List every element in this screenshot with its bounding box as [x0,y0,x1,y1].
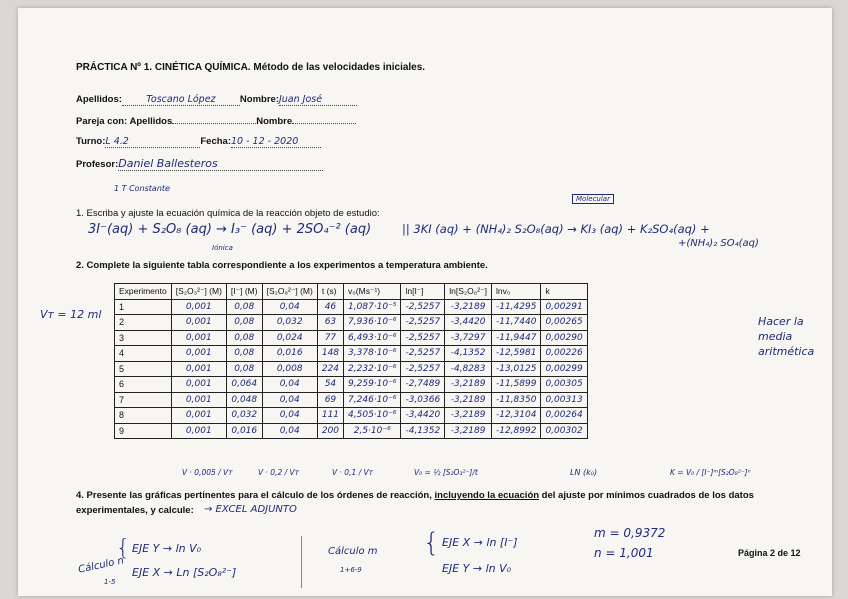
cell-ln-iodide: -2,5257 [401,346,445,362]
table-row [115,408,588,424]
cell-s2o8: 0,04 [262,423,317,439]
profesor-label: Profesor: [76,159,119,170]
cell-ln-iodide: -2,5257 [401,299,445,315]
cell-time: 148 [317,346,343,362]
table-row [115,315,588,331]
eje-y-m: EJE Y → ln V₀ [442,562,512,575]
nombre-label: Nombre: [239,94,279,105]
pareja-label: Pareja con: Apellidos [76,116,173,127]
cell-k: 0,00291 [541,299,587,315]
brace-m-icon: { [423,528,440,558]
cell-k: 0,00290 [541,330,587,346]
calc-m-sub: 1+6-9 [340,566,362,574]
formula-lnv0: LN (k₀) [570,468,598,477]
pareja-nombre-line [292,123,356,124]
calc-divider [301,536,302,588]
turno-row [76,136,321,148]
page-number: Página 2 de 12 [738,548,801,558]
table-row [115,361,588,377]
side-note: Hacer la media aritmética [758,315,815,358]
cell-k: 0,00305 [541,377,587,393]
apellidos-label: Apellidos: [76,94,122,105]
molecular-equation: || 3KI (aq) + (NH₄)₂ S₂O₈(aq) → KI₃ (aq) + K₂SO₄(aq) + [402,222,710,236]
question-2: 2. Complete la siguiente tabla correspondiente a los experimentos a temperatura ambiente. [76,260,488,271]
cell-iodide: 0,08 [226,315,262,331]
cell-k: 0,00302 [541,423,587,439]
formula-s2o3: V · 0,005 / Vт [182,468,233,477]
vt-note: Vт = 12 ml [40,308,102,321]
cell-exp: 2 [115,315,172,331]
calc-n-label: Cálculo n [77,555,125,576]
cell-ln-v0: -11,8350 [491,392,540,408]
cell-v0: 6,493·10⁻⁶ [344,330,401,346]
cell-v0: 7,936·10⁻⁶ [344,315,401,331]
cell-s2o8: 0,04 [262,377,317,393]
cell-ln-s2o8: -4,8283 [445,361,492,377]
cell-v0: 4,505·10⁻⁶ [344,408,401,424]
cell-s2o3: 0,001 [171,315,226,331]
cell-exp: 8 [115,408,172,424]
cell-ln-iodide: -4,1352 [401,423,445,439]
cell-time: 54 [317,377,343,393]
cell-ln-s2o8: -3,7297 [445,330,492,346]
formula-iodide: V · 0,2 / Vт [258,468,300,477]
cell-exp: 6 [115,377,172,393]
cell-exp: 1 [115,299,172,315]
cell-exp: 5 [115,361,172,377]
n-value: n = 1,001 [594,546,654,560]
eje-x-m: EJE X → ln [I⁻] [442,536,518,549]
cell-ln-iodide: -2,5257 [401,330,445,346]
experiments-table [114,283,588,439]
apellidos-row [76,94,357,106]
header-s2o3: [S₂O₃²⁻] (M) [171,284,226,300]
m-value: m = 0,9372 [594,526,666,540]
table-row [115,346,588,362]
header-ln-v0: lnv₀ [491,284,540,300]
cell-iodide: 0,048 [226,392,262,408]
cell-iodide: 0,08 [226,361,262,377]
apellidos-value: Toscano López [122,94,240,106]
table-row [115,392,588,408]
cell-s2o3: 0,001 [171,299,226,315]
formula-v0: V₀ = ½ [S₂O₃²⁻]/t [414,468,478,477]
cell-s2o3: 0,001 [171,392,226,408]
cell-s2o3: 0,001 [171,346,226,362]
pareja-row [76,116,356,127]
header-experimento: Experimento [115,284,172,300]
cell-exp: 3 [115,330,172,346]
cell-s2o3: 0,001 [171,377,226,393]
cell-k: 0,00264 [541,408,587,424]
header-time: t (s) [317,284,343,300]
cell-exp: 9 [115,423,172,439]
cell-s2o8: 0,008 [262,361,317,377]
cell-s2o8: 0,016 [262,346,317,362]
eje-y-n: EJE Y → ln V₀ [132,542,202,555]
cell-ln-v0: -11,9447 [491,330,540,346]
eje-x-n: EJE X → Ln [S₂O₈²⁻] [132,566,237,579]
cell-s2o3: 0,001 [171,330,226,346]
cell-s2o8: 0,032 [262,315,317,331]
cell-iodide: 0,08 [226,330,262,346]
cell-ln-v0: -13,0125 [491,361,540,377]
header-iodide: [I⁻] (M) [226,284,262,300]
question-4 [76,490,754,501]
cell-ln-s2o8: -3,2189 [445,392,492,408]
cell-v0: 2,5·10⁻⁶ [344,423,401,439]
cell-time: 63 [317,315,343,331]
table-row [115,423,588,439]
question-4-text: 4. Presente las gráficas pertinentes para el cálculo de los órdenes de reacción, [76,490,435,501]
cell-ln-s2o8: -3,2189 [445,423,492,439]
fecha-label: Fecha: [200,136,231,147]
question-4-text-cont: del ajuste por mínimos cuadrados de los datos [539,490,754,501]
cell-iodide: 0,032 [226,408,262,424]
table-row [115,330,588,346]
pareja-nombre-label: Nombre [256,116,293,127]
cell-iodide: 0,016 [226,423,262,439]
cell-s2o8: 0,04 [262,408,317,424]
turno-label: Turno: [76,136,106,147]
cell-ln-s2o8: -3,2189 [445,408,492,424]
cell-v0: 9,259·10⁻⁶ [344,377,401,393]
cell-k: 0,00226 [541,346,587,362]
cell-ln-v0: -11,5899 [491,377,540,393]
cell-ln-v0: -12,3104 [491,408,540,424]
cell-k: 0,00313 [541,392,587,408]
turno-value: L 4.2 [105,136,200,148]
cell-ln-iodide: -3,0366 [401,392,445,408]
pareja-apellidos-line [172,123,256,124]
constant-note: 1 T Constante [114,184,170,193]
calc-m-label: Cálculo m [328,546,378,557]
cell-ln-s2o8: -3,2189 [445,299,492,315]
question-4-underlined: incluyendo la ecuación [434,490,540,501]
document-title: PRÁCTICA Nº 1. CINÉTICA QUÍMICA. Método de las velocidades iniciales. [76,62,426,73]
cell-v0: 2,232·10⁻⁶ [344,361,401,377]
cell-iodide: 0,064 [226,377,262,393]
cell-v0: 3,378·10⁻⁶ [344,346,401,362]
question-1: 1. Escriba y ajuste la ecuación química de la reacción objeto de estudio: [76,208,380,219]
cell-ln-s2o8: -4,1352 [445,346,492,362]
ionic-equation: 3I⁻(aq) + S₂O₈ (aq) → I₃⁻ (aq) + 2SO₄⁻² (aq) [88,222,372,237]
formula-k: K = V₀ / [I⁻]ᵐ[S₂O₈²⁻]ⁿ [670,468,751,477]
cell-time: 46 [317,299,343,315]
nombre-value: Juan José [279,94,357,106]
cell-ln-iodide: -2,7489 [401,377,445,393]
cell-exp: 4 [115,346,172,362]
cell-ln-v0: -12,5981 [491,346,540,362]
cell-ln-iodide: -2,5257 [401,315,445,331]
cell-exp: 7 [115,392,172,408]
header-ln-s2o8: ln[S₂O₈²⁻] [445,284,492,300]
header-ln-iodide: ln[I⁻] [401,284,445,300]
calc-n-sub: 1-5 [104,578,116,586]
cell-ln-v0: -11,4295 [491,299,540,315]
cell-k: 0,00299 [541,361,587,377]
molecular-equation-cont: +(NH₄)₂ SO₄(aq) [678,238,759,249]
document-page [18,8,832,596]
excel-annotation: → EXCEL ADJUNTO [204,504,297,515]
cell-ln-iodide: -2,5257 [401,361,445,377]
cell-s2o8: 0,024 [262,330,317,346]
cell-ln-s2o8: -3,2189 [445,377,492,393]
cell-time: 224 [317,361,343,377]
cell-ln-s2o8: -3,4420 [445,315,492,331]
cell-s2o8: 0,04 [262,299,317,315]
cell-iodide: 0,08 [226,346,262,362]
cell-ln-v0: -12,8992 [491,423,540,439]
cell-time: 200 [317,423,343,439]
question-4-line2: experimentales, y calcule: [76,505,194,516]
formula-s2o8: V · 0,1 / Vт [332,468,374,477]
cell-s2o3: 0,001 [171,361,226,377]
cell-k: 0,00265 [541,315,587,331]
fecha-value: 10 - 12 - 2020 [231,136,321,148]
cell-s2o8: 0,04 [262,392,317,408]
table-row [115,299,588,315]
profesor-value: Daniel Ballesteros [118,157,323,171]
cell-v0: 7,246·10⁻⁶ [344,392,401,408]
header-k: k [541,284,587,300]
cell-v0: 1,087·10⁻⁵ [344,299,401,315]
cell-ln-v0: -11,7440 [491,315,540,331]
table-header-row [115,284,588,300]
cell-iodide: 0,08 [226,299,262,315]
header-s2o8: [S₂O₈²⁻] (M) [262,284,317,300]
profesor-row [76,157,323,171]
molecular-label: Molecular [572,194,614,204]
cell-s2o3: 0,001 [171,423,226,439]
cell-time: 111 [317,408,343,424]
header-v0: v₀(Ms⁻¹) [344,284,401,300]
table-row [115,377,588,393]
brace-n-icon: { [116,536,130,561]
cell-s2o3: 0,001 [171,408,226,424]
ionic-label: Iónica [212,244,233,252]
cell-time: 69 [317,392,343,408]
cell-ln-iodide: -3,4420 [401,408,445,424]
cell-time: 77 [317,330,343,346]
